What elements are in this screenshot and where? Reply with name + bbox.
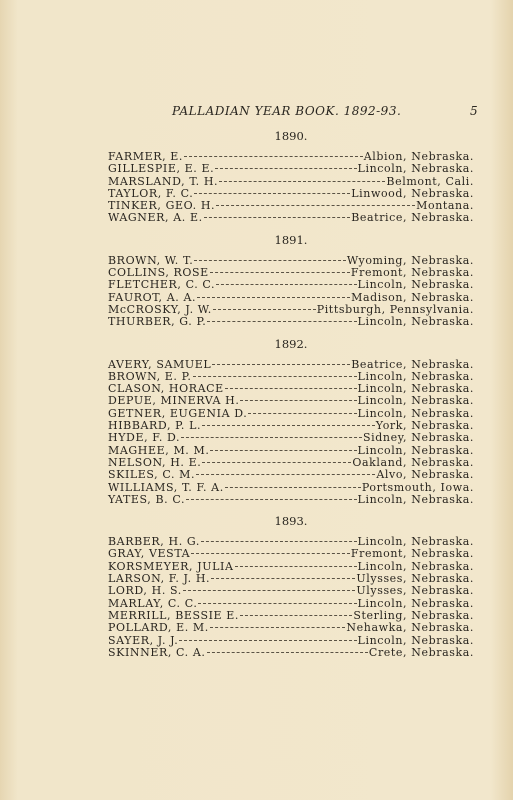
roster-entry bbox=[108, 359, 474, 371]
dot-leader bbox=[207, 652, 368, 653]
member-name: TINKER, GEO. H. bbox=[108, 199, 216, 213]
member-residence: Lincoln, Nebraska. bbox=[357, 369, 474, 383]
member-name: YATES, B. C. bbox=[108, 492, 186, 506]
member-residence: Lincoln, Nebraska. bbox=[357, 596, 474, 610]
dot-leader bbox=[193, 376, 357, 377]
year-section bbox=[108, 514, 474, 659]
dot-leader bbox=[210, 272, 350, 273]
page-number: 5 bbox=[470, 104, 479, 118]
member-residence: Crete, Nebraska. bbox=[368, 645, 474, 659]
dot-leader bbox=[211, 578, 355, 579]
member-name: MARLAY, C. C. bbox=[108, 596, 198, 610]
dot-leader bbox=[240, 400, 356, 401]
member-name: AVERY, SAMUEL bbox=[108, 357, 212, 371]
running-header bbox=[0, 104, 513, 122]
member-name: GRAY, VESTA bbox=[108, 547, 191, 561]
member-residence: Madison, Nebraska. bbox=[351, 290, 474, 304]
roster-entry bbox=[108, 432, 474, 444]
member-residence: Lincoln, Nebraska. bbox=[357, 633, 474, 647]
member-name: NELSON, H. E. bbox=[108, 455, 202, 469]
member-name: FARMER, E. bbox=[108, 150, 183, 163]
member-residence: Pittsburgh, Pennsylvania. bbox=[316, 302, 474, 316]
roster-entry bbox=[108, 622, 474, 634]
member-name: MARSLAND, T. H. bbox=[108, 174, 219, 188]
roster-entry bbox=[108, 635, 474, 647]
year-section bbox=[108, 233, 474, 329]
member-name: POLLARD, E. M. bbox=[108, 621, 209, 635]
member-name: GETNER, EUGENIA D. bbox=[108, 406, 248, 420]
dot-leader bbox=[201, 541, 357, 542]
member-residence: Lincoln, Nebraska. bbox=[357, 559, 474, 573]
dot-leader bbox=[183, 590, 356, 591]
roster-entry bbox=[108, 316, 474, 328]
dot-leader bbox=[225, 487, 361, 488]
member-residence: Lincoln, Nebraska. bbox=[357, 315, 474, 329]
member-residence: Ulysses, Nebraska. bbox=[356, 572, 474, 586]
dot-leader bbox=[197, 297, 350, 298]
roster-entry bbox=[108, 647, 474, 659]
dot-leader bbox=[202, 462, 351, 463]
member-name: FAUROT, A. A. bbox=[108, 290, 197, 304]
dot-leader bbox=[207, 321, 356, 322]
member-residence: Lincoln, Nebraska. bbox=[357, 382, 474, 396]
year-heading: 1890. bbox=[274, 129, 308, 143]
member-name: HIBBARD, P. L. bbox=[108, 419, 202, 433]
roster-entry bbox=[108, 482, 474, 494]
dot-leader bbox=[216, 205, 415, 206]
member-residence: Portsmouth, Iowa. bbox=[361, 480, 474, 494]
year-section bbox=[108, 129, 474, 225]
member-name: SKILES, C. M. bbox=[108, 468, 196, 482]
member-name: LARSON, F. J. H. bbox=[108, 572, 211, 586]
dot-leader bbox=[235, 566, 357, 567]
dot-leader bbox=[194, 193, 350, 194]
roster-entry bbox=[108, 212, 474, 224]
roster-entry bbox=[108, 494, 474, 506]
member-residence: Beatrice, Nebraska. bbox=[351, 211, 474, 225]
member-name: HYDE, F. D. bbox=[108, 431, 181, 445]
dot-leader bbox=[219, 181, 385, 182]
member-residence: Montana. bbox=[416, 199, 474, 213]
dot-leader bbox=[248, 413, 356, 414]
member-name: THURBER, G. P. bbox=[108, 315, 207, 329]
year-heading: 1893. bbox=[274, 514, 308, 529]
member-residence: Ulysses, Nebraska. bbox=[356, 584, 474, 598]
dot-leader bbox=[181, 437, 362, 438]
dot-leader bbox=[210, 627, 346, 628]
roster-entry bbox=[108, 585, 474, 597]
year-section bbox=[108, 337, 474, 507]
member-name: FLETCHER, C. C. bbox=[108, 278, 216, 292]
member-residence: Lincoln, Nebraska. bbox=[357, 535, 474, 549]
roster-entry bbox=[108, 395, 474, 407]
member-name: TAYLOR, F. C. bbox=[108, 186, 194, 200]
dot-leader bbox=[179, 640, 356, 641]
member-name: MERRILL, BESSIE E. bbox=[108, 608, 239, 622]
member-name: KORSMEYER, JULIA bbox=[108, 559, 234, 573]
member-residence: Fremont, Nebraska. bbox=[350, 266, 474, 280]
dot-leader bbox=[191, 553, 350, 554]
member-name: WILLIAMS, T. F. A. bbox=[108, 480, 224, 494]
member-residence: Lincoln, Nebraska. bbox=[357, 492, 474, 506]
member-residence: York, Nebraska. bbox=[375, 419, 474, 433]
member-residence: Lincoln, Nebraska. bbox=[357, 162, 474, 176]
member-residence: Lincoln, Nebraska. bbox=[357, 394, 474, 408]
dot-leader bbox=[204, 217, 351, 218]
member-name: SKINNER, C. A. bbox=[108, 645, 206, 659]
member-residence: Beatrice, Nebraska. bbox=[351, 357, 474, 371]
member-residence: Lincoln, Nebraska. bbox=[357, 443, 474, 457]
dot-leader bbox=[202, 425, 375, 426]
member-name: BROWN, W. T. bbox=[108, 253, 194, 267]
member-residence: Sterling, Nebraska. bbox=[353, 608, 474, 622]
dot-leader bbox=[198, 603, 356, 604]
year-heading: 1891. bbox=[274, 232, 308, 247]
member-residence: Lincoln, Nebraska. bbox=[357, 278, 474, 292]
member-roster bbox=[108, 126, 474, 667]
member-name: CLASON, HORACE bbox=[108, 382, 224, 396]
roster-entry bbox=[108, 279, 474, 291]
member-residence: Nehawka, Nebraska. bbox=[346, 621, 474, 635]
dot-leader bbox=[196, 474, 375, 475]
member-name: GILLESPIE, E. E. bbox=[108, 162, 215, 176]
member-residence: Albion, Nebraska. bbox=[363, 150, 474, 163]
member-name: McCROSKY, J. W. bbox=[108, 302, 212, 316]
dot-leader bbox=[184, 156, 363, 157]
member-residence: Linwood, Nebraska. bbox=[351, 186, 474, 200]
dot-leader bbox=[240, 615, 352, 616]
roster-entry bbox=[108, 469, 474, 481]
year-heading: 1892. bbox=[274, 336, 308, 351]
dot-leader bbox=[212, 364, 350, 365]
member-name: SAYER, J. J. bbox=[108, 633, 179, 647]
running-title: PALLADIAN YEAR BOOK. 1892-93. bbox=[172, 104, 402, 118]
member-name: BROWN, E. P. bbox=[108, 369, 192, 383]
member-residence: Oakland, Nebraska. bbox=[352, 455, 474, 469]
dot-leader bbox=[194, 260, 345, 261]
dot-leader bbox=[213, 309, 316, 310]
member-residence: Lincoln, Nebraska. bbox=[357, 406, 474, 420]
member-name: DEPUE, MINERVA H. bbox=[108, 394, 240, 408]
dot-leader bbox=[186, 499, 356, 500]
member-name: BARBER, H. G. bbox=[108, 535, 200, 549]
member-name: LORD, H. S. bbox=[108, 584, 182, 598]
member-name: COLLINS, ROSE bbox=[108, 266, 209, 280]
member-name: WAGNER, A. E. bbox=[108, 211, 203, 225]
dot-leader bbox=[215, 168, 356, 169]
member-residence: Sidney, Nebraska. bbox=[363, 431, 474, 445]
dot-leader bbox=[225, 388, 357, 389]
dot-leader bbox=[216, 284, 356, 285]
dot-leader bbox=[210, 450, 356, 451]
member-residence: Fremont, Nebraska. bbox=[350, 547, 474, 561]
member-residence: Alvo, Nebraska. bbox=[376, 468, 474, 482]
member-residence: Wyoming, Nebraska. bbox=[346, 253, 474, 267]
roster-entry bbox=[108, 163, 474, 175]
member-name: MAGHEE, M. M. bbox=[108, 443, 210, 457]
roster-entry bbox=[108, 548, 474, 560]
member-residence: Belmont, Cali. bbox=[386, 174, 474, 188]
